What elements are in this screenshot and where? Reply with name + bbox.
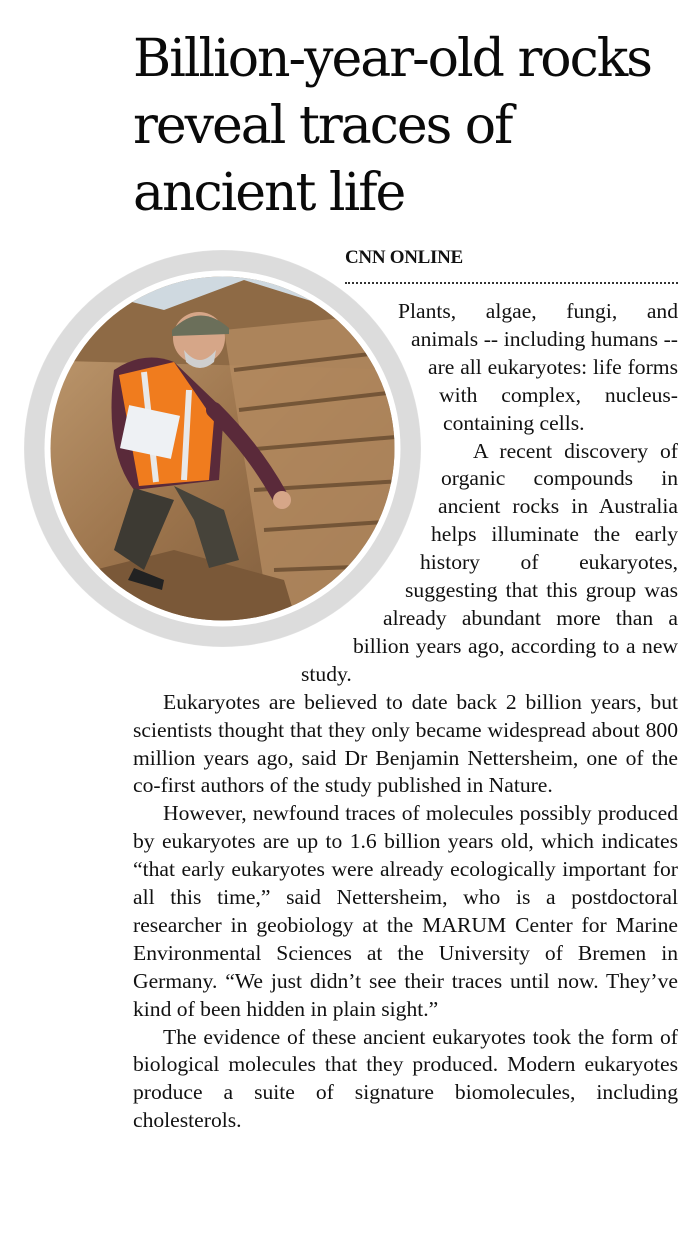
- byline-divider: [345, 282, 678, 284]
- paragraph-3: Eukaryotes are believed to date back 2 billion years, but scientists thought that they only became widespread about 800 million years ago, said Dr Benjamin Nettersheim, one of the co-first authors of the study published in Nature.: [133, 689, 678, 798]
- paragraph-4: However, newfound traces of molecules possibly produced by eukaryotes are up to 1.6 billion years old, which indicates “that early eukaryotes were already ecologically important for all this time,” said Nettersheim, who is a postdoctoral researcher in geobiology at the MARUM Center for Marine Environmental Sciences at the University of Bremen in Germany. “We just didn’t see their traces until now. They’ve kind of been hidden in plain sight.”: [133, 801, 678, 1021]
- paragraph-5: The evidence of these ancient eukaryotes took the form of biological molecules that they produced. Modern eukaryotes produce a suite of signature biomolecules, including cholesterols.: [133, 1024, 678, 1133]
- article-body: [133, 298, 678, 1135]
- byline: CNN ONLINE: [345, 247, 463, 268]
- paragraph-1: Plants, algae, fungi, and animals -- including humans -- are all eukaryotes: life forms with complex, nucleus-containing cells.: [398, 299, 678, 435]
- headline: Billion-year-old rocks reveal traces of ancient life: [133, 29, 651, 223]
- paragraph-2: A recent discovery of organic compounds in ancient rocks in Australia helps illuminate the early history of eukaryotes, suggesting that this group was already abundant more than a billion years ago, according to a new study.: [301, 438, 678, 686]
